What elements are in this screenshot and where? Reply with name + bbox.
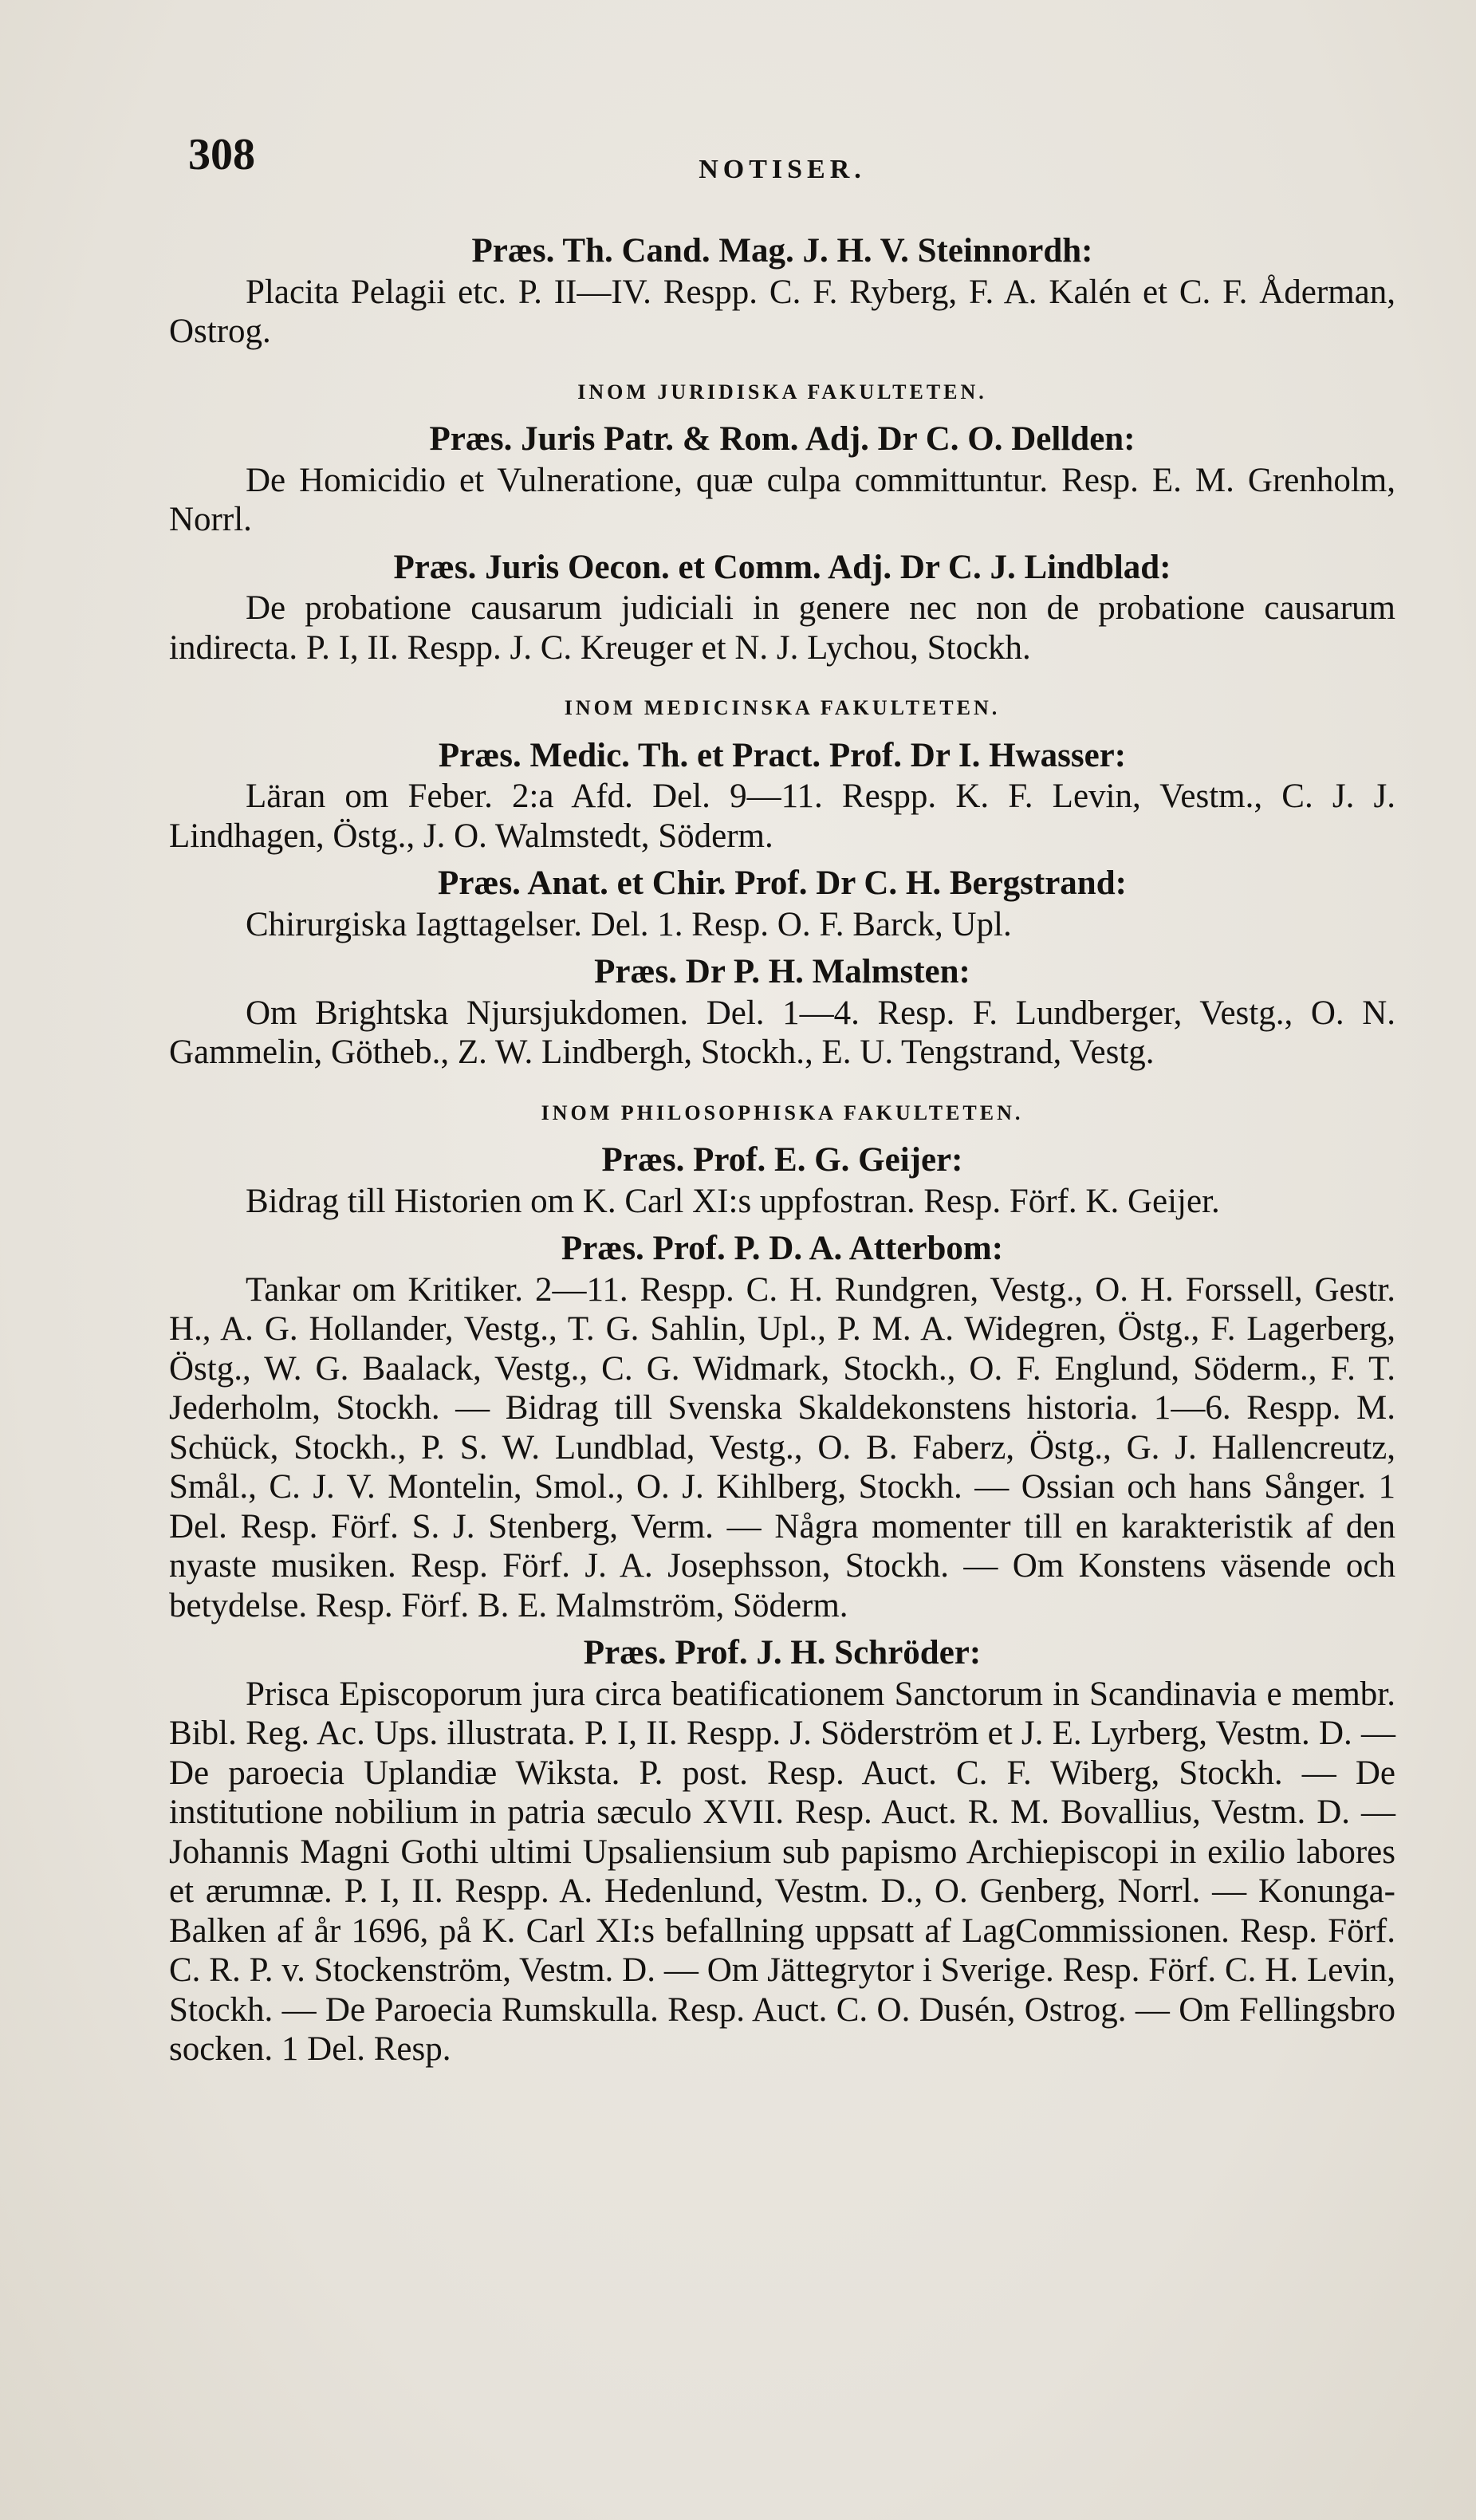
- praeses-heading: Præs. Medic. Th. et Pract. Prof. Dr I. Hwasser:: [438, 736, 1127, 774]
- praeses-heading: Præs. Th. Cand. Mag. J. H. V. Steinnordh:: [471, 232, 1093, 270]
- praeses-heading: Præs. Prof. J. H. Schröder:: [583, 1634, 982, 1671]
- praeses-heading: Præs. Prof. E. G. Geijer:: [601, 1141, 963, 1179]
- dissertation-entry: Placita Pelagii etc. P. II—IV. Respp. C. F. Ryberg, F. A. Kalén et C. F. Åderman, Ostrog.: [169, 273, 1395, 350]
- praeses-heading: Præs. Anat. et Chir. Prof. Dr C. H. Bergstrand:: [438, 864, 1127, 902]
- faculty-heading: INOM PHILOSOPHISKA FAKULTETEN.: [541, 1101, 1024, 1124]
- dissertation-entry: Läran om Feber. 2:a Afd. Del. 9—11. Respp. K. F. Levin, Vestm., C. J. J. Lindhagen, Östg., J. O. Walmstedt, Söderm.: [169, 778, 1395, 855]
- faculty-heading: INOM MEDICINSKA FAKULTETEN.: [564, 696, 1001, 719]
- dissertation-entry: Om Brightska Njursjukdomen. Del. 1—4. Resp. F. Lundberger, Vestg., O. N. Gammelin, Götheb., Z. W. Lindbergh, Stockh., E. U. Tengstrand, Vestg.: [169, 994, 1395, 1071]
- praeses-heading: Præs. Dr P. H. Malmsten:: [594, 953, 970, 990]
- page-text-block: [169, 130, 1395, 2074]
- dissertation-entry: Prisca Episcoporum jura circa beatificationem Sanctorum in Scandinavia e membr. Bibl. Reg. Ac. Ups. illustrata. P. I, II. Respp. J. Söderström et J. E. Lyrberg, Vestm. D. — De paroecia Uplandiæ Wiksta. P. post. Resp. Auct. C. F. Wiberg, Stockh. — De institutione nobilium in patria sæculo XVII. Resp. Auct. R. M. Bovallius, Vestm. D. — Johannis Magni Gothi ultimi Upsaliensium sub papismo Archiepiscopi in exilio labores et ærumnæ. P. I, II. Respp. A. Hedenlund, Vestm. D., O. Genberg, Norrl. — Konunga-Balken af år 1696, på K. Carl XI:s befallning uppsatt af LagCommissionen. Resp. Förf. C. R. P. v. Stockenström, Vestm. D. — Om Jättegrytor i Sverige. Resp. Förf. C. H. Levin, Stockh. — De Paroecia Rumskulla. Resp. Auct. C. O. Dusén, Ostrog. — Om Fellingsbro socken. 1 Del. Resp.: [169, 1675, 1395, 2068]
- praeses-heading: Præs. Prof. P. D. A. Atterbom:: [561, 1230, 1004, 1267]
- praeses-heading: Præs. Juris Patr. & Rom. Adj. Dr C. O. Dellden:: [429, 420, 1136, 458]
- page-number: 308: [188, 130, 255, 179]
- praeses-heading: Præs. Juris Oecon. et Comm. Adj. Dr C. J. Lindblad:: [393, 548, 1171, 586]
- dissertation-entry: De probatione causarum judiciali in genere nec non de probatione causarum indirecta. P. I, II. Respp. J. C. Kreuger et N. J. Lychou, Stockh.: [169, 589, 1395, 667]
- dissertation-entry: Tankar om Kritiker. 2—11. Respp. C. H. Rundgren, Vestg., O. H. Forssell, Gestr. H., A. G. Hollander, Vestg., T. G. Sahlin, Upl., P. M. A. Widegren, Östg., F. Lagerberg, Östg., W. G. Baalack, Vestg., C. G. Widmark, Stockh., O. F. Englund, Söderm., F. T. Jederholm, Stockh. — Bidrag till Svenska Skaldekonstens historia. 1—6. Respp. M. Schück, Stockh., P. S. W. Lundblad, Vestg., O. B. Faberz, Östg., G. J. Hallencreutz, Smål., C. J. V. Montelin, Smol., O. J. Kihlberg, Stockh. — Ossian och hans Sånger. 1 Del. Resp. Förf. S. J. Stenberg, Verm. — Några momenter till en karakteristik af den nyaste musiken. Resp. Förf. J. A. Josephsson, Stockh. — Om Konstens väsende och betydelse. Resp. Förf. B. E. Malmström, Söderm.: [169, 1270, 1395, 1624]
- running-head: NOTISER.: [699, 155, 866, 184]
- page-header: [169, 130, 1395, 223]
- dissertation-entry: Chirurgiska Iagttagelser. Del. 1. Resp. O. F. Barck, Upl.: [246, 905, 1012, 943]
- faculty-heading: INOM JURIDISKA FAKULTETEN.: [577, 380, 987, 404]
- dissertation-entry: Bidrag till Historien om K. Carl XI:s uppfostran. Resp. Förf. K. Geijer.: [246, 1182, 1220, 1220]
- dissertation-entry: De Homicidio et Vulneratione, quæ culpa committuntur. Resp. E. M. Grenholm, Norrl.: [169, 461, 1395, 538]
